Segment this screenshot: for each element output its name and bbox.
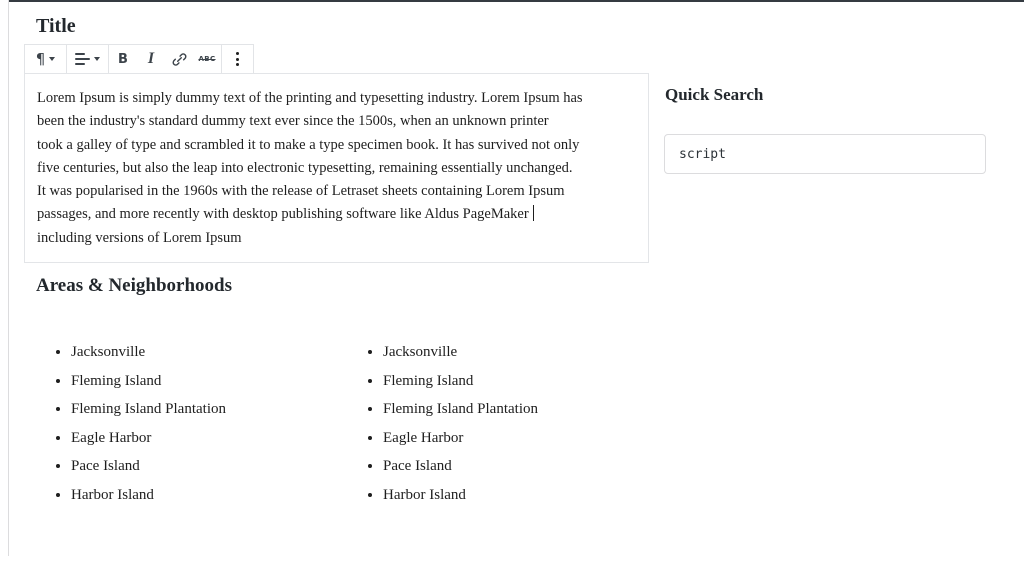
areas-list <box>361 342 661 506</box>
bold-button[interactable] <box>109 45 137 73</box>
toolbar-group-block-type <box>25 45 67 73</box>
strikethrough-button[interactable] <box>193 45 221 73</box>
text-cursor <box>533 205 534 221</box>
paragraph-text-line: Lorem Ipsum is simply dummy text of the printing and typesetting industry. Lorem Ipsum has <box>37 90 583 106</box>
chevron-down-icon <box>94 57 100 61</box>
list-item[interactable]: • Jacksonville <box>71 342 349 363</box>
left-divider <box>8 0 9 556</box>
list-item[interactable]: • Fleming Island Plantation <box>71 399 349 420</box>
link-icon <box>171 51 188 68</box>
align-left-icon <box>75 53 90 65</box>
paragraph-text-line: including versions of Lorem Ipsum <box>37 229 242 246</box>
quick-search-heading: Quick Search <box>665 85 764 104</box>
quick-search-input[interactable] <box>664 134 986 174</box>
block-toolbar <box>24 44 254 74</box>
areas-list-column-2 <box>361 342 661 513</box>
list-item[interactable]: • Harbor Island <box>383 485 661 506</box>
paragraph-text-line: been the industry's standard dummy text ever since the 1500s, when an unknown printer <box>37 113 549 130</box>
paragraph-text-line: passages, and more recently with desktop publishing software like Aldus PageMaker <box>37 203 636 226</box>
text-align-button[interactable] <box>67 45 108 73</box>
list-item[interactable]: • Fleming Island <box>383 371 661 392</box>
list-item[interactable]: • Fleming Island <box>71 371 349 392</box>
paragraph-block[interactable] <box>24 73 649 263</box>
toolbar-group-more <box>222 45 253 73</box>
areas-list <box>49 342 349 506</box>
list-item[interactable]: • Pace Island <box>71 456 349 477</box>
bold-icon: B <box>118 51 128 67</box>
toolbar-group-formatting <box>109 45 222 73</box>
toolbar-group-alignment <box>67 45 109 73</box>
paragraph-block-type-button[interactable] <box>25 45 66 73</box>
strikethrough-abc-icon: ABC <box>198 55 216 63</box>
areas-neighborhoods-heading[interactable]: Areas & Neighborhoods <box>36 275 232 296</box>
list-item[interactable]: • Eagle Harbor <box>383 428 661 449</box>
paragraph-text-line: It was popularised in the 1960s with the release of Letraset sheets containing Lorem Ipsum <box>37 183 565 200</box>
top-divider <box>8 0 1024 2</box>
italic-icon: I <box>147 50 155 67</box>
list-item[interactable]: • Pace Island <box>383 456 661 477</box>
page-title[interactable]: Title <box>36 15 76 37</box>
paragraph-text-line: took a galley of type and scrambled it to make a type specimen book. It has survived not only <box>37 136 580 153</box>
list-item[interactable]: • Fleming Island Plantation <box>383 399 661 420</box>
kebab-menu-icon <box>236 52 239 66</box>
areas-list-column-1 <box>49 342 349 513</box>
pilcrow-icon: ¶ <box>35 50 46 68</box>
list-item[interactable]: • Eagle Harbor <box>71 428 349 449</box>
link-button[interactable] <box>165 45 193 73</box>
chevron-down-icon <box>49 57 55 61</box>
italic-button[interactable] <box>137 45 165 73</box>
list-item[interactable]: • Jacksonville <box>383 342 661 363</box>
paragraph-text-line: five centuries, but also the leap into electronic typesetting, remaining essentially unchanged. <box>37 159 573 176</box>
list-item[interactable]: • Harbor Island <box>71 485 349 506</box>
more-options-button[interactable] <box>222 45 253 73</box>
